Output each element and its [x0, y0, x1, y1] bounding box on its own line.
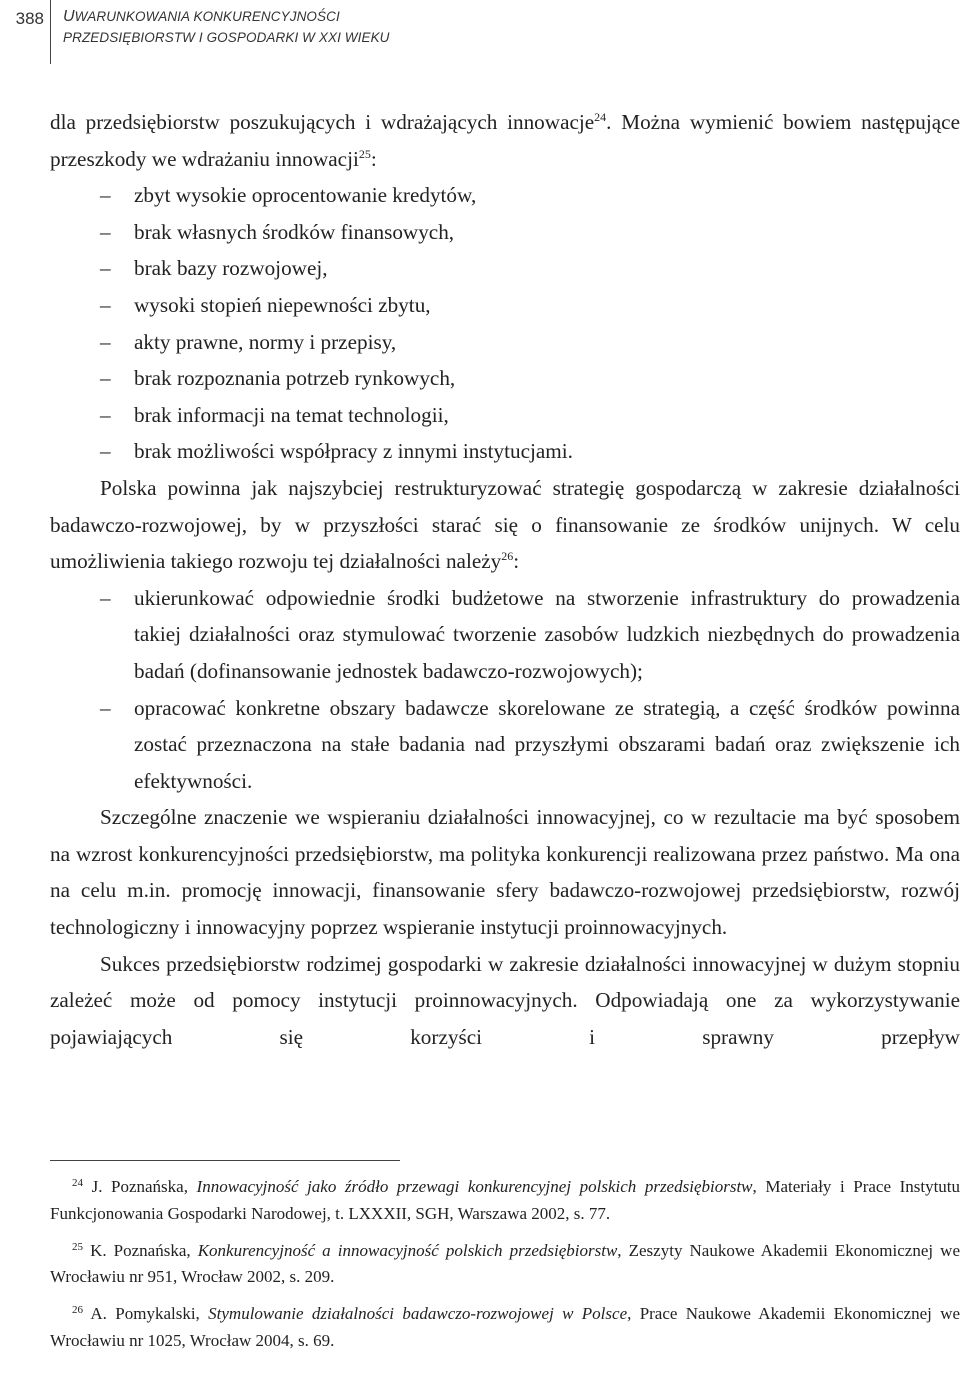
list-item: – brak własnych środków finansowych,: [100, 219, 455, 244]
paragraph-competition-policy: Szczególne znaczenie we wspieraniu działalności innowacyjnej, co w rezultacie ma być sposobem na wzrost konkurencyjności przedsiębiorstw, ma polityka konkurencji realizowana przez państwo. Ma ona na celu m.in. promocję innowacji, finansowanie sfery badawczo-rozwojowej przedsiębiorstw, rozwój technologiczny i innowacyjny poprzez wspieranie instytucji proinnowacyjnych.: [50, 805, 960, 940]
footnote-ref-24[interactable]: 24: [594, 110, 607, 124]
list-item: – wysoki stopień niepewności zbytu,: [100, 292, 431, 317]
list-item: – brak informacji na temat technologii,: [100, 402, 449, 427]
footnote-divider: [50, 1160, 400, 1161]
list-item: – zbyt wysokie oprocentowanie kredytów,: [100, 183, 477, 208]
footnote-ref-25[interactable]: 25: [358, 146, 371, 161]
paragraph-success: Sukces przedsiębiorstw rodzimej gospodarki w zakresie działalności innowacyjnej w dużym stopniu zależeć może od pomocy instytucji proinnowacyjnych. Odpowiadają one za wykorzystywanie pojawiających się korzyści i sprawny przepływ: [50, 951, 960, 1049]
page-number: 388: [15, 9, 44, 28]
paragraph-strategy: Polska powinna jak najszybciej restrukturyzować strategię gospodarczą w zakresie działalności badawczo-rozwojowej, by w przyszłości starać się o finansowanie ze środków unijnych. W celu umożliwienia takiego rozwoju tej działalności należy$^{26}$:: [50, 475, 960, 574]
list-item: – brak rozpoznania potrzeb rynkowych,: [100, 366, 456, 391]
running-head-line-1: UWARUNKOWANIA KONKURENCYJNOŚCI: [63, 8, 340, 25]
actions-list: [50, 580, 960, 800]
running-head-line-2: PRZEDSIĘBIORSTW I GOSPODARKI W XXI WIEKU: [63, 30, 390, 45]
main-text: [50, 104, 960, 1055]
header-divider: [50, 0, 51, 64]
footnote-24: $^{24}$ J. Poznańska, Innowacyjność jako źródło przewagi konkurencyjnej polskich przedsiębiorstw, Materiały i Prace Instytutu Funkcjonowania Gospodarki Narodowej, t. LXXXII, SGH, Warszawa 2002, s. 77.: [50, 1177, 960, 1223]
intro-paragraph: dla przedsiębiorstw poszukujących i wdrażających innowacje$^{24}$. Można wymienić bowiem następujące przeszkody we wdrażaniu innowacji$^{25}$:: [50, 110, 960, 171]
list-item: – brak bazy rozwojowej,: [100, 256, 328, 281]
footnote-ref-26[interactable]: 26: [501, 549, 514, 564]
list-item: – opracować konkretne obszary badawcze skorelowane ze strategią, a część środków powinna zostać przeznaczona na stałe badania nad przyszłymi obszarami badań oraz zwiększenie ich efektywności.: [100, 695, 960, 793]
footnote-25: $^{25}$ K. Poznańska, Konkurencyjność a innowacyjność polskich przedsiębiorstw, Zeszyty Naukowe Akademii Ekonomicznej we Wrocławiu nr 951, Wrocław 2002, s. 209.: [50, 1240, 960, 1287]
footnotes: [50, 1174, 960, 1365]
list-item: – akty prawne, normy i przepisy,: [100, 329, 397, 354]
running-head: [63, 6, 390, 48]
footnote-26: $^{26}$ A. Pomykalski, Stymulowanie działalności badawczo-rozwojowej w Polsce, Prace Naukowe Akademii Ekonomicznej we Wrocławiu nr 1025, Wrocław 2004, s. 69.: [50, 1304, 960, 1350]
barriers-list: [50, 177, 960, 470]
list-item: – brak możliwości współpracy z innymi instytucjami.: [100, 439, 573, 464]
list-item: – ukierunkować odpowiednie środki budżetowe na stworzenie infrastruktury do prowadzenia takiej działalności oraz stymulować tworzenie zasobów ludzkich niezbędnych do prowadzenia badań (dofinansowanie jednostek badawczo-rozwojowych);: [100, 585, 960, 683]
